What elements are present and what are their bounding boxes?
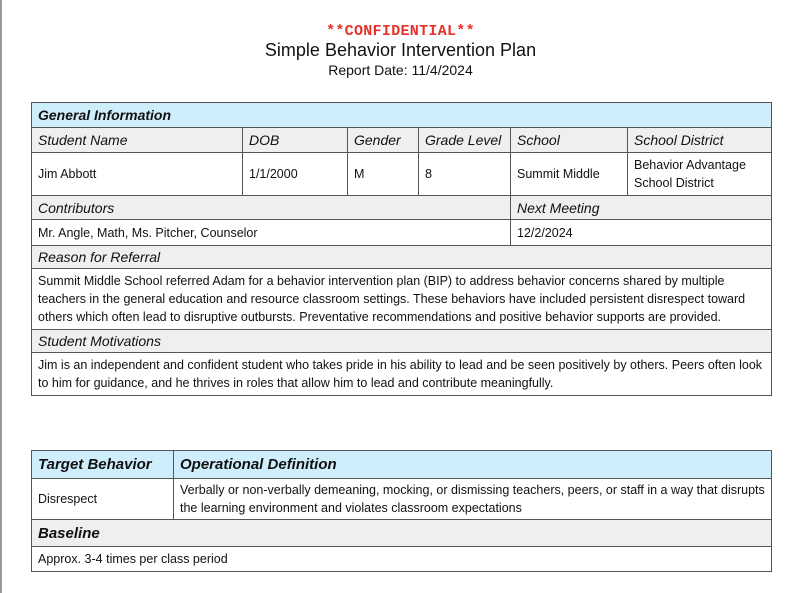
student-motivations-label: Student Motivations	[32, 330, 772, 353]
baseline-label: Baseline	[32, 520, 772, 547]
general-information-heading: General Information	[32, 103, 772, 128]
school-district-value: Behavior Advantage School District	[628, 153, 772, 196]
grade-level-value: 8	[419, 153, 511, 196]
page-left-edge	[0, 0, 2, 593]
confidential-banner: **CONFIDENTIAL**	[326, 23, 475, 40]
student-name-label: Student Name	[32, 128, 243, 153]
baseline-label-row	[32, 520, 772, 547]
report-date: Report Date: 11/4/2024	[328, 62, 473, 78]
contributors-label: Contributors	[32, 196, 511, 220]
reason-for-referral-label: Reason for Referral	[32, 246, 772, 269]
school-value: Summit Middle	[511, 153, 628, 196]
target-behavior-value: Disrespect	[32, 479, 174, 520]
contributors-value-row	[32, 220, 772, 246]
school-label: School	[511, 128, 628, 153]
baseline-value: Approx. 3-4 times per class period	[32, 547, 772, 572]
motivations-label-row	[32, 330, 772, 353]
next-meeting-label: Next Meeting	[511, 196, 772, 220]
report-header	[0, 24, 801, 79]
dob-value: 1/1/2000	[243, 153, 348, 196]
general-information-table	[31, 102, 772, 396]
referral-text-row	[32, 269, 772, 330]
target-behavior-table	[31, 450, 772, 572]
contributors-label-row	[32, 196, 772, 220]
grade-level-label: Grade Level	[419, 128, 511, 153]
dob-label: DOB	[243, 128, 348, 153]
target-behavior-heading: Target Behavior	[32, 451, 174, 479]
student-fields-value-row	[32, 153, 772, 196]
operational-definition-heading: Operational Definition	[174, 451, 772, 479]
general-information-header-row	[32, 103, 772, 128]
gender-label: Gender	[348, 128, 419, 153]
target-behavior-row	[32, 479, 772, 520]
school-district-label: School District	[628, 128, 772, 153]
student-fields-label-row	[32, 128, 772, 153]
next-meeting-value: 12/2/2024	[511, 220, 772, 246]
document-title: Simple Behavior Intervention Plan	[264, 40, 537, 60]
student-name-value: Jim Abbott	[32, 153, 243, 196]
student-motivations-text: Jim is an independent and confident student who takes pride in his ability to lead and be seen positively by others. Peers often look to him for guidance, and he thrives in roles that allow him to lead and contribute meaningfully.	[32, 353, 772, 396]
motivations-text-row	[32, 353, 772, 396]
baseline-value-row	[32, 547, 772, 572]
target-behavior-header-row	[32, 451, 772, 479]
reason-for-referral-text: Summit Middle School referred Adam for a behavior intervention plan (BIP) to address behavior concerns shared by multiple teachers in the general education and resource classroom settings. These behaviors have included persistent disrespect toward others which often lead to disruptive outbursts. Preventative recommendations and positive behavior supports are provided.	[32, 269, 772, 330]
referral-label-row	[32, 246, 772, 269]
contributors-value: Mr. Angle, Math, Ms. Pitcher, Counselor	[32, 220, 511, 246]
gender-value: M	[348, 153, 419, 196]
operational-definition-value: Verbally or non-verbally demeaning, mocking, or dismissing teachers, peers, or staff in a way that disrupts the learning environment and violates classroom expectations	[174, 479, 772, 520]
